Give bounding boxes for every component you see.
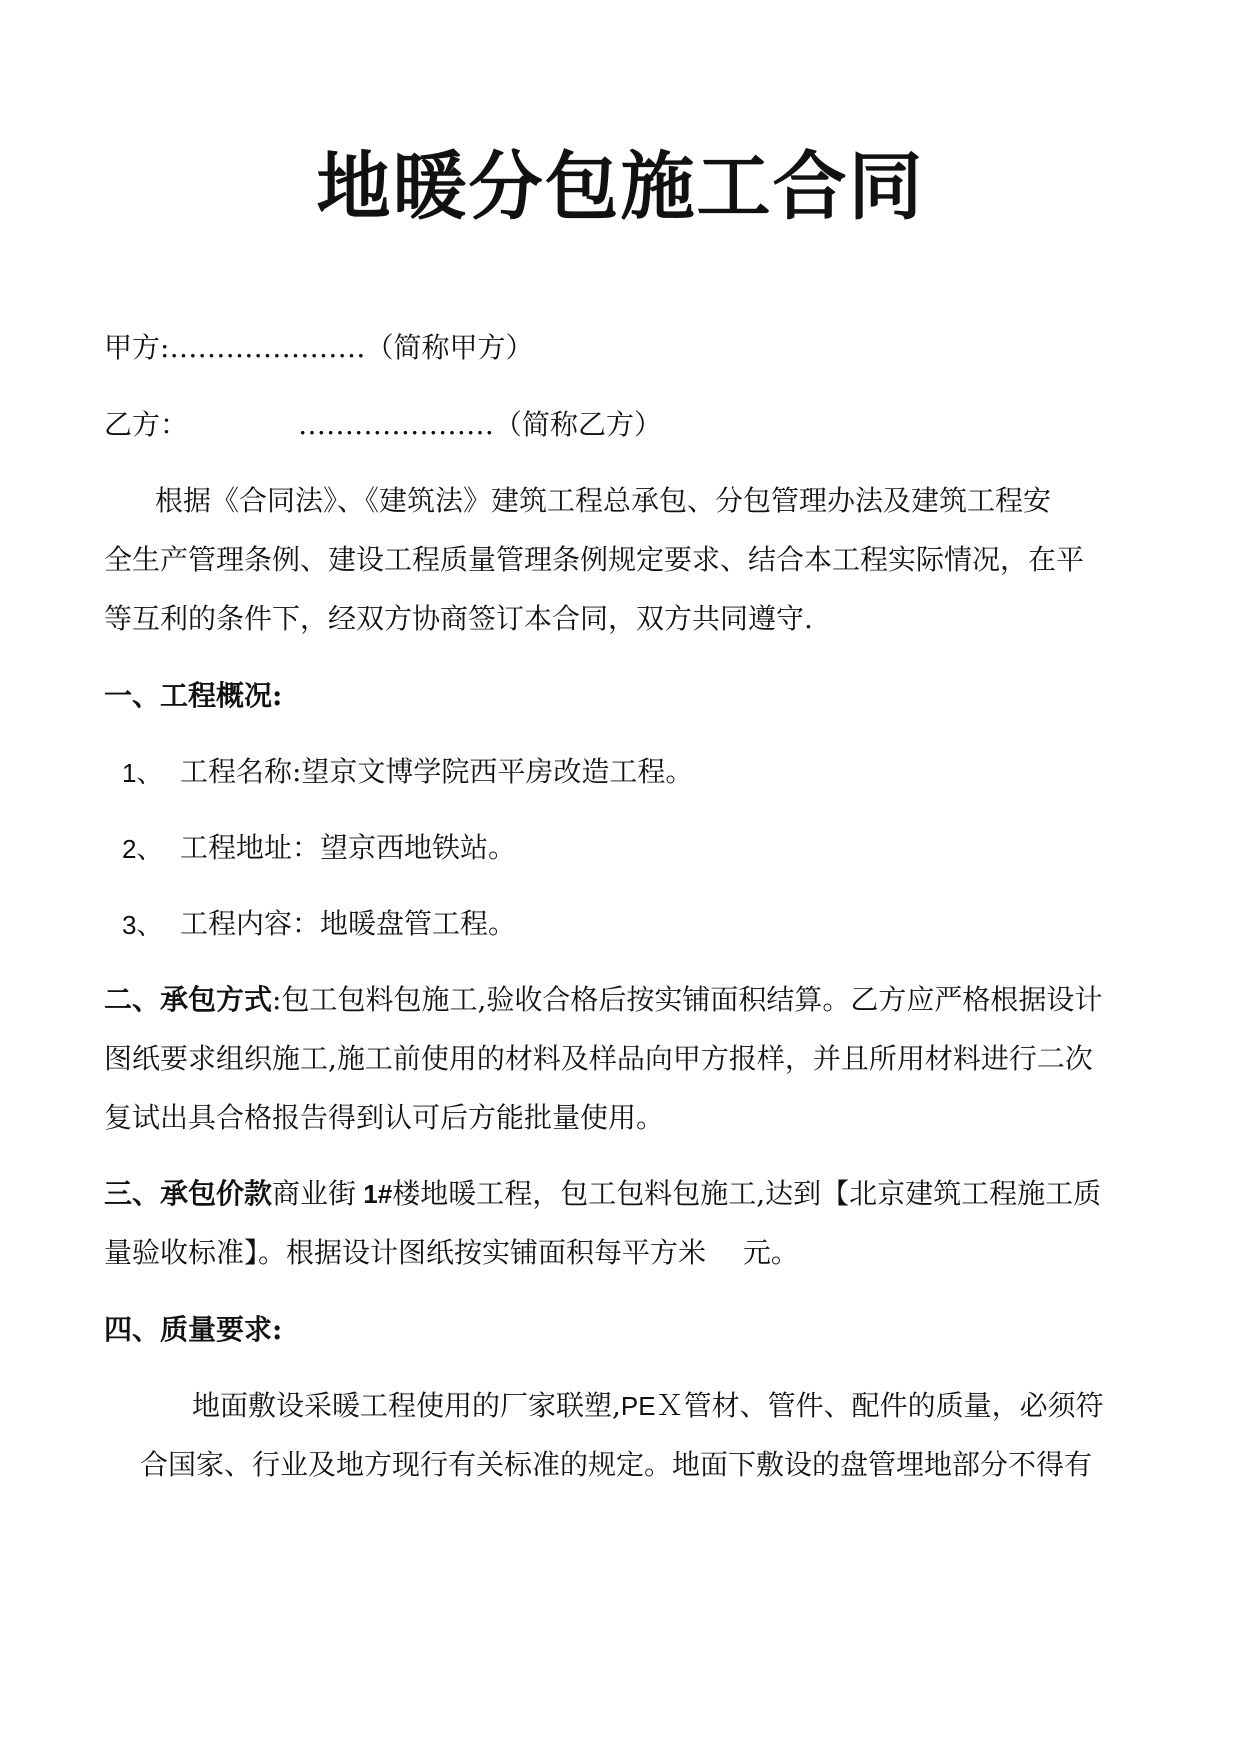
item1-number: 1、 (122, 758, 163, 788)
item3-number: 3、 (122, 910, 163, 940)
document-title: 地暖分包施工合同 (316, 144, 925, 230)
section4-pe: PE (620, 1391, 656, 1421)
party-b-line (104, 408, 663, 441)
section2-line-3: 复试出具合格报告得到认可后方能批量使用。 (104, 1101, 665, 1134)
party-b-dots: ………………… (298, 408, 494, 441)
section4-line1-b: Ｘ管材、管件、配件的质量，必须符 (655, 1389, 1104, 1422)
section4-heading: 四、质量要求: (104, 1313, 283, 1346)
section2-line-1 (104, 983, 1103, 1016)
section3-line-1 (104, 1177, 1102, 1210)
party-a-line (104, 331, 534, 364)
intro-line-1: 根据《合同法》、《建筑法》建筑工程总承包、分包管理办法及建筑工程安 (155, 484, 1052, 517)
section4-line1-a: 地面敷设采暖工程使用的厂家联塑, (192, 1389, 621, 1422)
section3-line1-b: 楼地暖工程，包工包料包施工,达到【北京建筑工程施工质 (392, 1177, 1102, 1210)
section1-heading: 一、工程概况: (104, 679, 283, 712)
intro-line-2: 全生产管理条例、建设工程质量管理条例规定要求、结合本工程实际情况，在平 (104, 543, 1085, 576)
item1-text: 工程名称:望京文博学院西平房改造工程。 (180, 755, 694, 788)
party-b-label: 乙方： (104, 408, 189, 441)
section4-line-2: 合国家、行业及地方现行有关标准的规定。地面下敷设的盘管埋地部分不得有 (140, 1448, 1093, 1481)
section4-line-1 (192, 1389, 1104, 1422)
section2-heading: 二、承包方式 (104, 983, 273, 1016)
item3-text: 工程内容：地暖盘管工程。 (180, 907, 517, 940)
intro-line-3: 等互利的条件下，经双方协商签订本合同，双方共同遵守. (104, 602, 813, 635)
item2-number: 2、 (122, 834, 163, 864)
section3-line1-a: 商业街 (272, 1177, 357, 1210)
section2-line-2: 图纸要求组织施工,施工前使用的材料及样品向甲方报样，并且所用材料进行二次 (104, 1042, 1093, 1075)
party-a-suffix: （简称甲方） (365, 331, 534, 364)
item2-text: 工程地址：望京西地铁站。 (180, 831, 517, 864)
section3-line-2: 量验收标准】。根据设计图纸按实铺面积每平方米 元。 (104, 1236, 799, 1269)
section3-building-number: 1# (356, 1179, 393, 1209)
party-b-suffix: （简称乙方） (494, 408, 663, 441)
section3-heading: 三、承包价款 (104, 1177, 273, 1210)
section2-line1-text: :包工包料包施工,验收合格后按实铺面积结算。乙方应严格根据设计 (272, 983, 1103, 1016)
party-a-label: 甲方: (104, 331, 170, 364)
party-a-dots: ………………… (169, 331, 366, 364)
